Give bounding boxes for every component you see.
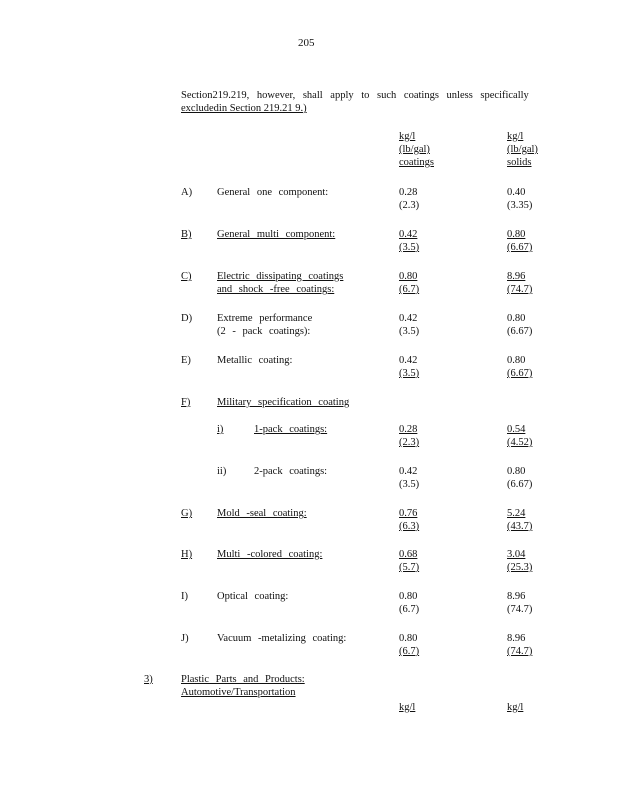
solids-value: 5.24 (43.7) <box>507 508 533 532</box>
row-label: B) <box>181 229 192 240</box>
row-description: Vacuum -metalizing coating: <box>217 633 347 644</box>
header-solids <box>507 130 538 169</box>
row-description: Mold -seal coating: <box>217 508 307 519</box>
intro-line-1: Section219.219, however, shall apply to such coatings unless specifically <box>181 90 529 101</box>
solids-value: 0.54 (4.52) <box>507 424 533 448</box>
row-label: H) <box>181 549 193 560</box>
row-label: F) <box>181 397 191 408</box>
header-coatings-alt-unit: (lb/gal) <box>399 144 430 155</box>
coatings-value: 0.42 (3.5) <box>399 466 420 490</box>
solids-value: 0.80 (6.67) <box>507 355 533 379</box>
row-label: G) <box>181 508 193 519</box>
coatings-value: 0.42 (3.5) <box>399 313 420 337</box>
solids-value: 8.96 (74.7) <box>507 633 533 657</box>
solids-value: 3.04 (25.3) <box>507 549 533 573</box>
coatings-value: 0.28 (2.3) <box>399 424 420 448</box>
coatings-value: 0.80 (6.7) <box>399 591 420 615</box>
section3-solids-unit: kg/l <box>507 702 524 713</box>
header-solids-alt-unit: (lb/gal) <box>507 144 538 155</box>
row-label: A) <box>181 187 193 198</box>
row-description: Metallic coating: <box>217 355 293 366</box>
coatings-value: 0.68 (5.7) <box>399 549 420 573</box>
sub-row-description: 1-pack coatings: <box>254 424 328 435</box>
header-coatings-label: coatings <box>399 157 434 168</box>
sub-row-label: ii) <box>217 466 227 477</box>
intro-line-2: excludedin Section 219.21 9.) <box>181 103 307 114</box>
sub-row-description: 2-pack coatings: <box>254 466 328 477</box>
section-number: 3) <box>144 674 153 685</box>
coatings-value: 0.28 (2.3) <box>399 187 420 211</box>
section-title: Plastic Parts and Products: Automotive/Transportation <box>181 674 305 698</box>
row-description: General one component: <box>217 187 329 198</box>
row-description: General multi component: <box>217 229 336 240</box>
section3-coatings-unit: kg/l <box>399 702 416 713</box>
row-label: I) <box>181 591 188 602</box>
coatings-value: 0.42 (3.5) <box>399 229 420 253</box>
coatings-value: 0.76 (6.3) <box>399 508 420 532</box>
header-solids-label: solids <box>507 157 532 168</box>
solids-value: 0.80 (6.67) <box>507 466 533 490</box>
row-description: Military specification coating <box>217 397 350 408</box>
row-label: E) <box>181 355 191 366</box>
solids-value: 0.80 (6.67) <box>507 229 533 253</box>
page-number: 205 <box>298 37 315 49</box>
row-description: Multi -colored coating: <box>217 549 323 560</box>
solids-value: 0.80 (6.67) <box>507 313 533 337</box>
header-coatings-unit: kg/l <box>399 131 416 142</box>
solids-value: 8.96 (74.7) <box>507 271 533 295</box>
row-label: D) <box>181 313 193 324</box>
row-label: C) <box>181 271 192 282</box>
header-coatings <box>399 130 434 169</box>
sub-row-label: i) <box>217 424 224 435</box>
coatings-value: 0.80 (6.7) <box>399 271 420 295</box>
row-description: Optical coating: <box>217 591 289 602</box>
row-description: Electric dissipating coatings and shock -free coatings: <box>217 271 344 295</box>
intro-paragraph <box>181 89 541 115</box>
coatings-value: 0.80 (6.7) <box>399 633 420 657</box>
solids-value: 8.96 (74.7) <box>507 591 533 615</box>
coatings-value: 0.42 (3.5) <box>399 355 420 379</box>
row-label: J) <box>181 633 189 644</box>
row-description: Extreme performance (2 - pack coatings): <box>217 313 313 337</box>
header-solids-unit: kg/l <box>507 131 524 142</box>
solids-value: 0.40 (3.35) <box>507 187 533 211</box>
